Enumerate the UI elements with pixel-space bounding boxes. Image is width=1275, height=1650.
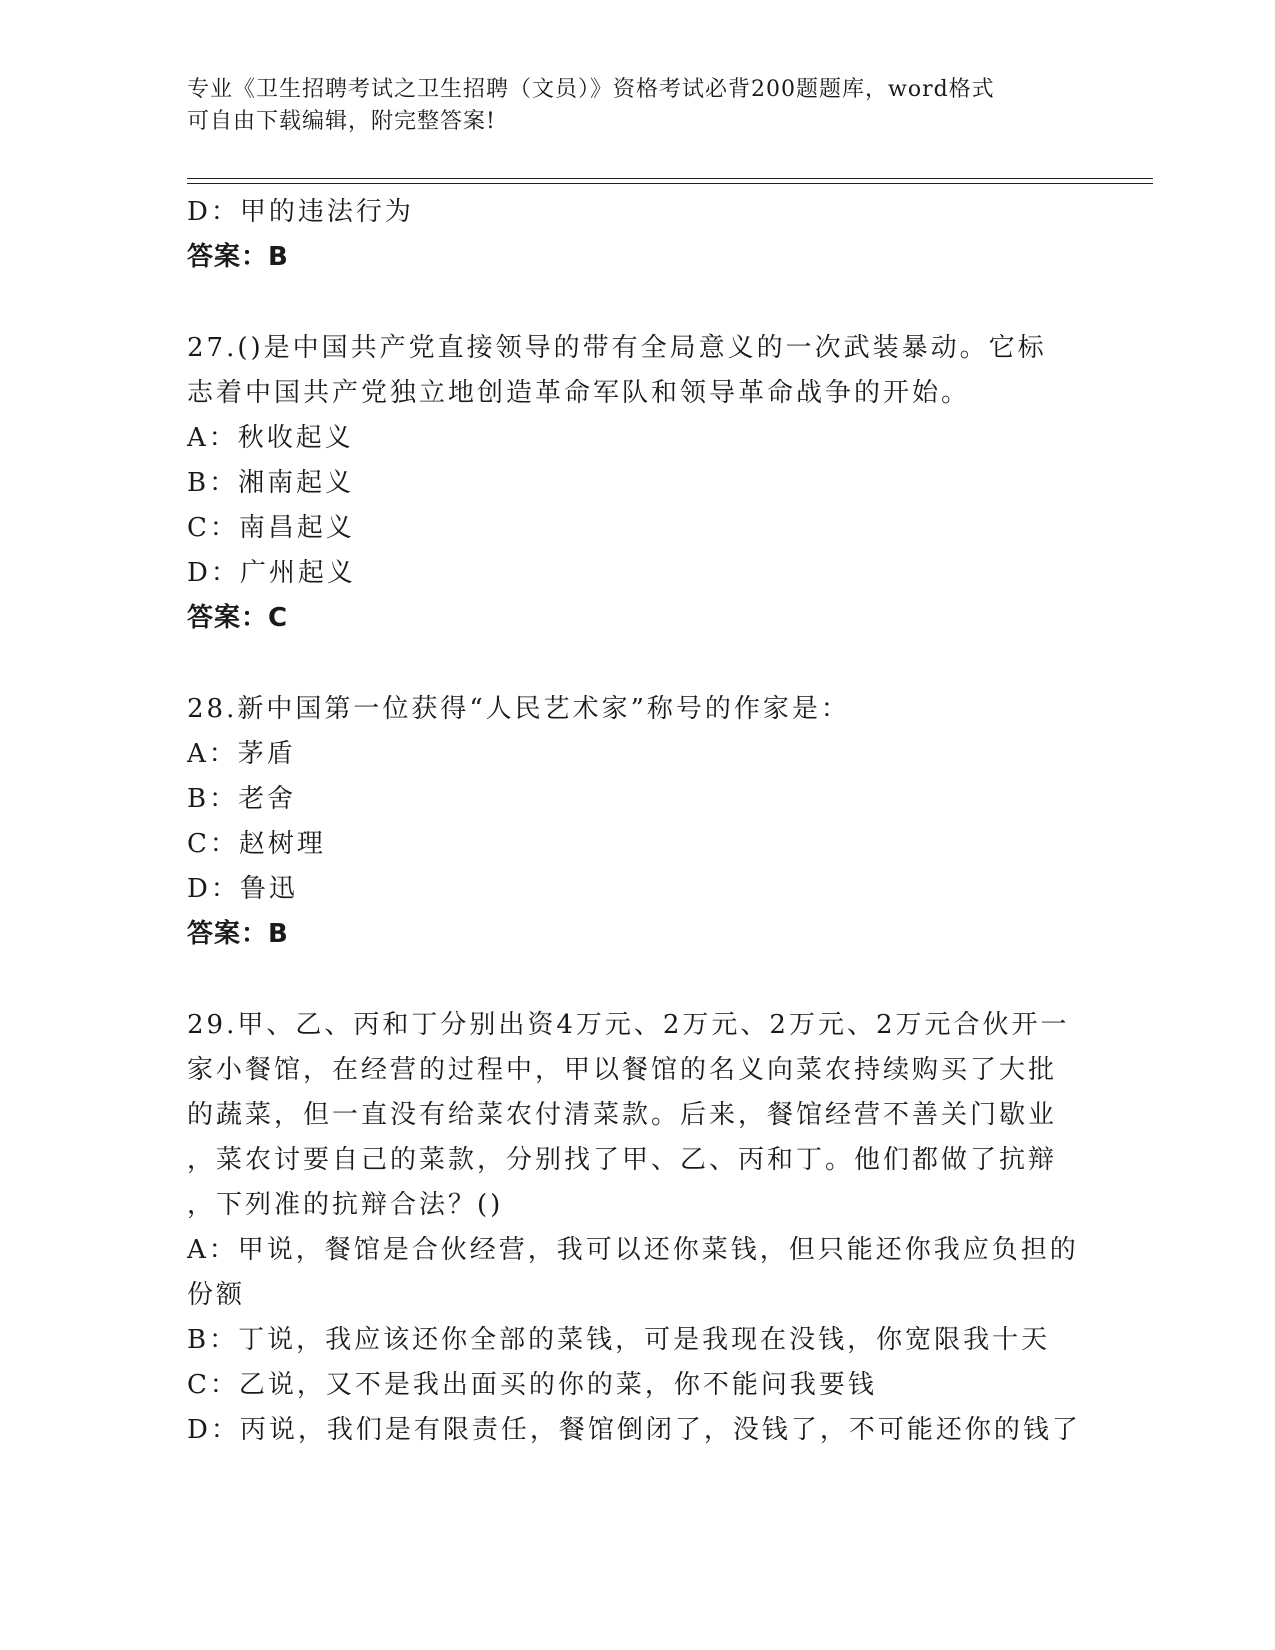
document-header	[187, 74, 1087, 138]
question-stem: 28.新中国第一位获得“人民艺术家”称号的作家是：	[187, 694, 850, 724]
spacer	[187, 957, 1087, 1003]
option-d: D：广州起义	[187, 558, 356, 588]
option-c: C：赵树理	[187, 829, 326, 859]
option-a-continued: 份额	[187, 1280, 246, 1310]
option-d: D：甲的违法行为	[187, 197, 414, 227]
option-a: A：秋收起义	[187, 423, 354, 453]
previous-question-tail	[187, 190, 1087, 280]
question-28	[187, 687, 1087, 957]
option-d: D：鲁迅	[187, 874, 298, 904]
question-stem-line: 29.甲、乙、丙和丁分别出资4万元、2万元、2万元、2万元合伙开一	[187, 1010, 1070, 1040]
document-body	[187, 190, 1087, 1453]
header-rule-top	[187, 178, 1153, 179]
option-c: C：南昌起义	[187, 513, 355, 543]
answer: 答案：B	[187, 919, 289, 949]
answer: 答案：B	[187, 242, 289, 272]
option-c: C：乙说，又不是我出面买的你的菜，你不能问我要钱	[187, 1370, 877, 1400]
option-a: A：甲说，餐馆是合伙经营，我可以还你菜钱，但只能还你我应负担的	[187, 1235, 1079, 1265]
option-a: A：茅盾	[187, 739, 296, 769]
question-stem: 27.()是中国共产党直接领导的带有全局意义的一次武装暴动。它标志着中国共产党独立地创造革命军队和领导革命战争的开始。	[187, 333, 1047, 408]
spacer	[187, 641, 1087, 687]
header-line-1: 专业《卫生招聘考试之卫生招聘（文员）》资格考试必背200题题库，word格式	[187, 77, 995, 102]
question-stem-line: 的蔬菜，但一直没有给菜农付清菜款。后来，餐馆经营不善关门歇业	[187, 1100, 1058, 1130]
question-27	[187, 326, 1087, 641]
answer: 答案：C	[187, 603, 289, 633]
question-stem-line: ，菜农讨要自己的菜款，分别找了甲、乙、丙和丁。他们都做了抗辩	[187, 1145, 1058, 1175]
option-d: D：丙说，我们是有限责任，餐馆倒闭了，没钱了，不可能还你的钱了	[187, 1415, 1081, 1445]
question-29	[187, 1003, 1087, 1453]
spacer	[187, 280, 1087, 326]
question-stem-line: ，下列准的抗辩合法？()	[187, 1190, 504, 1220]
option-b: B：老舍	[187, 784, 297, 814]
header-line-2: 可自由下载编辑，附完整答案!	[187, 109, 496, 134]
header-rule-bottom	[187, 183, 1153, 184]
option-b: B：丁说，我应该还你全部的菜钱，可是我现在没钱，你宽限我十天	[187, 1325, 1051, 1355]
question-stem-line: 家小餐馆，在经营的过程中，甲以餐馆的名义向菜农持续购买了大批	[187, 1055, 1058, 1085]
option-b: B：湘南起义	[187, 468, 355, 498]
